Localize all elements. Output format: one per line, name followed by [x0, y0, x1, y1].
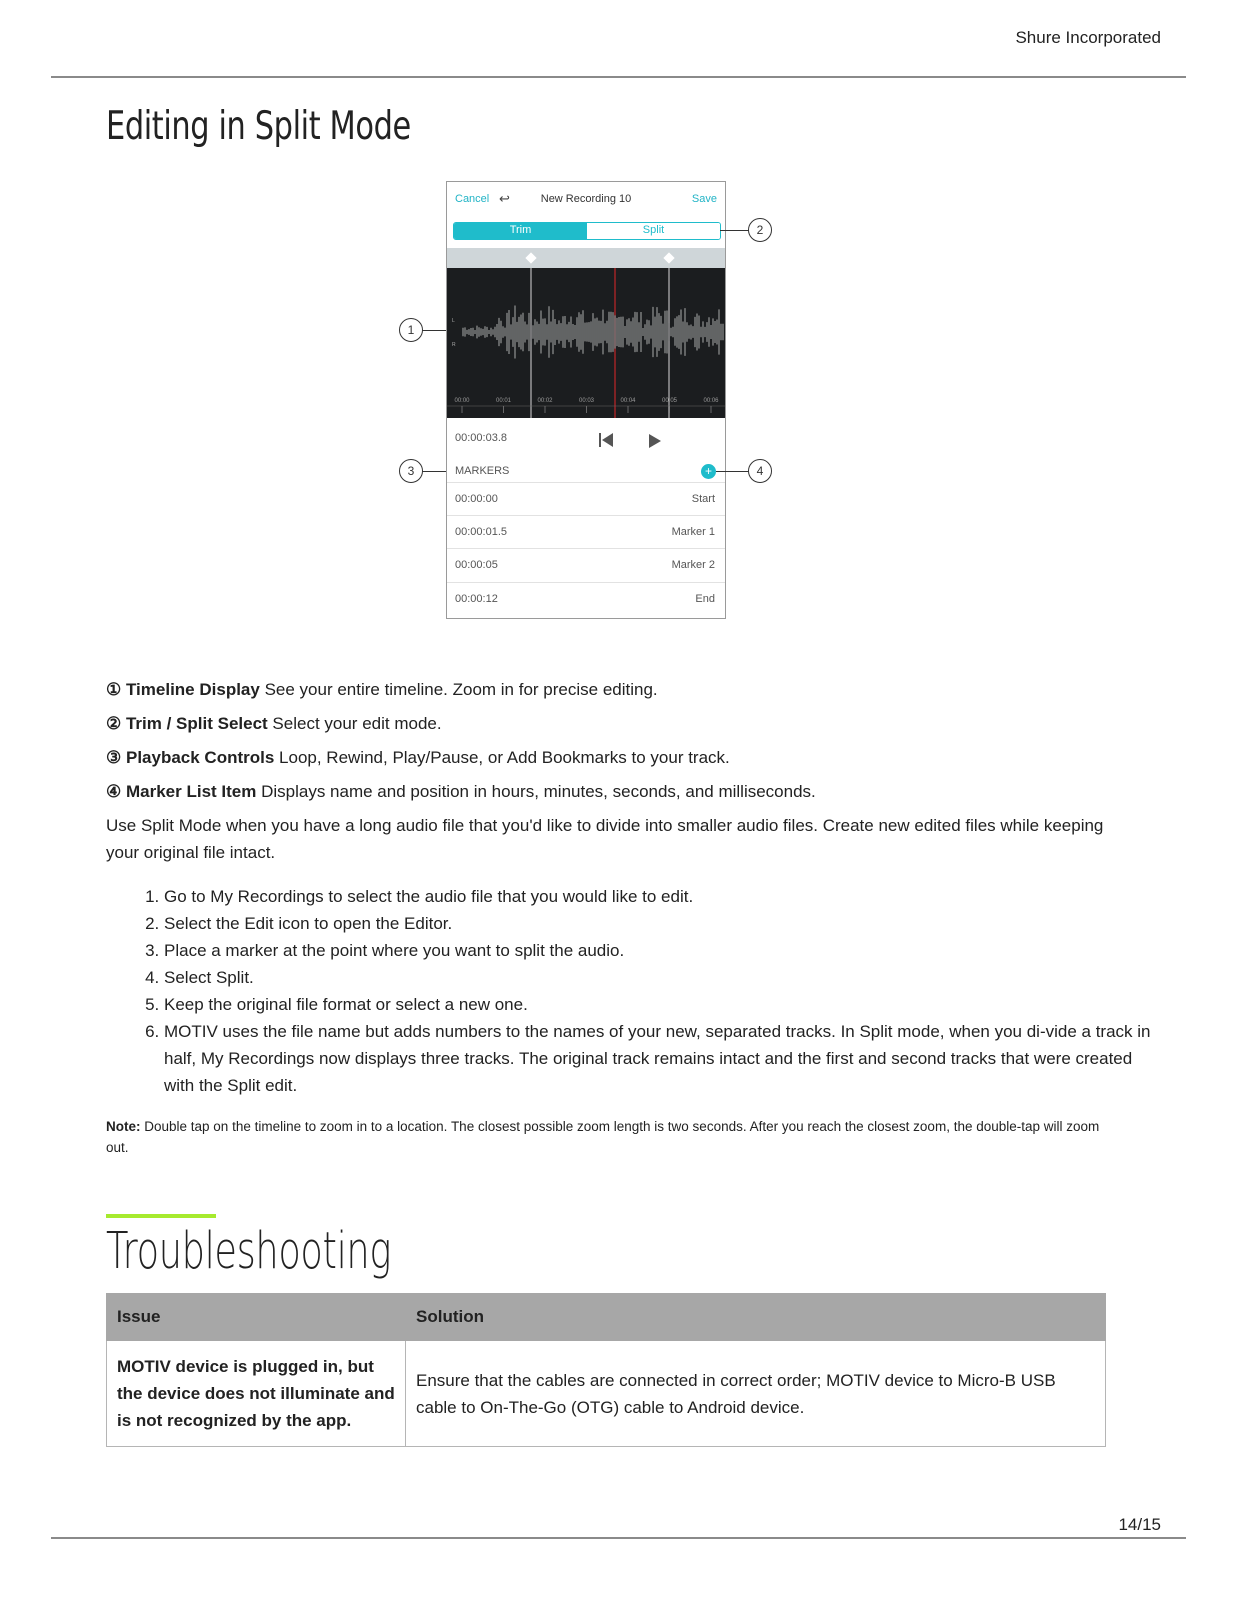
marker-time: 00:00:12 [455, 593, 498, 605]
legend-item [106, 676, 1116, 703]
marker-name: End [695, 593, 715, 605]
marker-list-item[interactable] [447, 548, 725, 582]
legend-desc: See your entire timeline. Zoom in for precise editing. [259, 680, 658, 699]
marker-time: 00:00:05 [455, 559, 498, 571]
marker-name: Start [691, 493, 715, 505]
section-accent-bar [106, 1214, 216, 1218]
callout-3: 3 [399, 459, 423, 483]
step-item: 6. MOTIV uses the file name but adds numbers to the names of your new, separated tracks. In Split mode, when you di-vide a track in half, My Recordings now displays three tracks. The original track remains intact and the first and second tracks that were created with the Split edit. [164, 1018, 1164, 1099]
trim-tab[interactable]: Trim [454, 223, 587, 239]
callout-1: 1 [399, 318, 423, 342]
intro-paragraph: Use Split Mode when you have a long audio file that you'd like to divide into smaller audio files. Create new edited files while keeping your original file intact. [106, 816, 1104, 862]
header-rule [51, 76, 1186, 78]
callout-leader [716, 471, 750, 472]
marker-list-item[interactable] [447, 482, 725, 516]
marker-scrub-bar[interactable] [447, 248, 725, 268]
channel-right-label: R [452, 342, 456, 348]
marker-name: Marker 2 [671, 559, 715, 571]
marker-time: 00:00:00 [455, 493, 498, 505]
waveform [447, 268, 725, 418]
legend-term: Playback Controls [125, 748, 275, 767]
time-tick-label: 00:02 [537, 398, 553, 404]
recording-title: New Recording 10 [540, 193, 632, 205]
step-item: 3. Place a marker at the point where you want to split the audio. [164, 937, 1164, 964]
callout-leader [720, 230, 750, 231]
time-tick-label: 00:00 [454, 398, 470, 404]
play-icon[interactable] [647, 432, 663, 450]
section-title: Editing in Split Mode [106, 104, 411, 149]
issue-cell: MOTIV device is plugged in, but the device does not illuminate and is not recognized by the app. [107, 1341, 406, 1447]
legend-num: ③ [106, 748, 122, 767]
add-marker-icon[interactable]: + [701, 464, 716, 479]
marker-name: Marker 1 [671, 526, 715, 538]
legend-num: ④ [106, 782, 122, 801]
time-tick-label: 00:01 [495, 398, 512, 404]
note [106, 1116, 1106, 1158]
solution-cell: Ensure that the cables are connected in correct order; MOTIV device to Micro-B USB cable to On-The-Go (OTG) cable to Android device. [406, 1341, 1106, 1447]
troubleshooting-table [106, 1293, 1106, 1447]
legend-num: ② [106, 714, 122, 733]
column-header-solution: Solution [406, 1294, 1106, 1341]
company-name: Shure Incorporated [1015, 28, 1161, 47]
callout-leader [422, 471, 446, 472]
time-tick-label: 00:03 [578, 398, 595, 404]
legend-desc: Select your edit mode. [267, 714, 442, 733]
step-item: 2. Select the Edit icon to open the Editor. [164, 910, 1164, 937]
marker-handle[interactable] [663, 252, 674, 263]
footer-rule [51, 1537, 1186, 1539]
trim-split-selector [453, 222, 721, 240]
callout-4: 4 [748, 459, 772, 483]
legend-term: Timeline Display [125, 680, 260, 699]
legend-desc: Loop, Rewind, Play/Pause, or Add Bookmarks to your track. [274, 748, 730, 767]
marker-list-item[interactable] [447, 515, 725, 549]
rewind-icon[interactable] [597, 431, 615, 449]
marker-handle[interactable] [525, 252, 536, 263]
note-text: Double tap on the timeline to zoom in to a location. The closest possible zoom length is two seconds. After you reach the closest zoom, the double-tap will zoom out. [106, 1119, 1100, 1155]
steps-list [106, 883, 1164, 1099]
time-tick-label: 00:04 [620, 398, 636, 404]
markers-label: MARKERS [455, 465, 510, 477]
current-time: 00:00:03.8 [455, 432, 507, 444]
table-row [107, 1341, 1106, 1447]
time-tick-label: 00:06 [703, 398, 719, 404]
step-item: 1. Go to My Recordings to select the audio file that you would like to edit. [164, 883, 1164, 910]
legend-term: Trim / Split Select [125, 714, 268, 733]
legend-item [106, 778, 1116, 805]
troubleshooting-title: Troubleshooting [106, 1222, 392, 1281]
note-label: Note: [106, 1119, 141, 1134]
step-item: 4. Select Split. [164, 964, 1164, 991]
cancel-button[interactable]: Cancel [455, 193, 490, 205]
legend-num: ① [106, 680, 122, 699]
marker-time: 00:00:01.5 [455, 526, 507, 538]
undo-icon[interactable]: ↩ [499, 191, 510, 206]
legend-item [106, 710, 1116, 737]
page-number: 14/15 [1118, 1515, 1161, 1534]
channel-left-label: L [452, 318, 455, 324]
legend-desc: Displays name and position in hours, minutes, seconds, and milliseconds. [256, 782, 816, 801]
marker-list-item[interactable] [447, 582, 725, 616]
editor-screenshot [446, 181, 726, 619]
callout-2: 2 [748, 218, 772, 242]
legend-item [106, 744, 1116, 771]
column-header-issue: Issue [107, 1294, 406, 1341]
save-button[interactable]: Save [691, 193, 717, 205]
legend-term: Marker List Item [125, 782, 257, 801]
split-tab[interactable]: Split [587, 223, 720, 239]
time-tick-label: 00:05 [661, 398, 678, 404]
timeline-display[interactable] [447, 268, 725, 418]
callout-leader [422, 330, 446, 331]
step-item: 5. Keep the original file format or select a new one. [164, 991, 1164, 1018]
table-header-row [107, 1294, 1106, 1341]
